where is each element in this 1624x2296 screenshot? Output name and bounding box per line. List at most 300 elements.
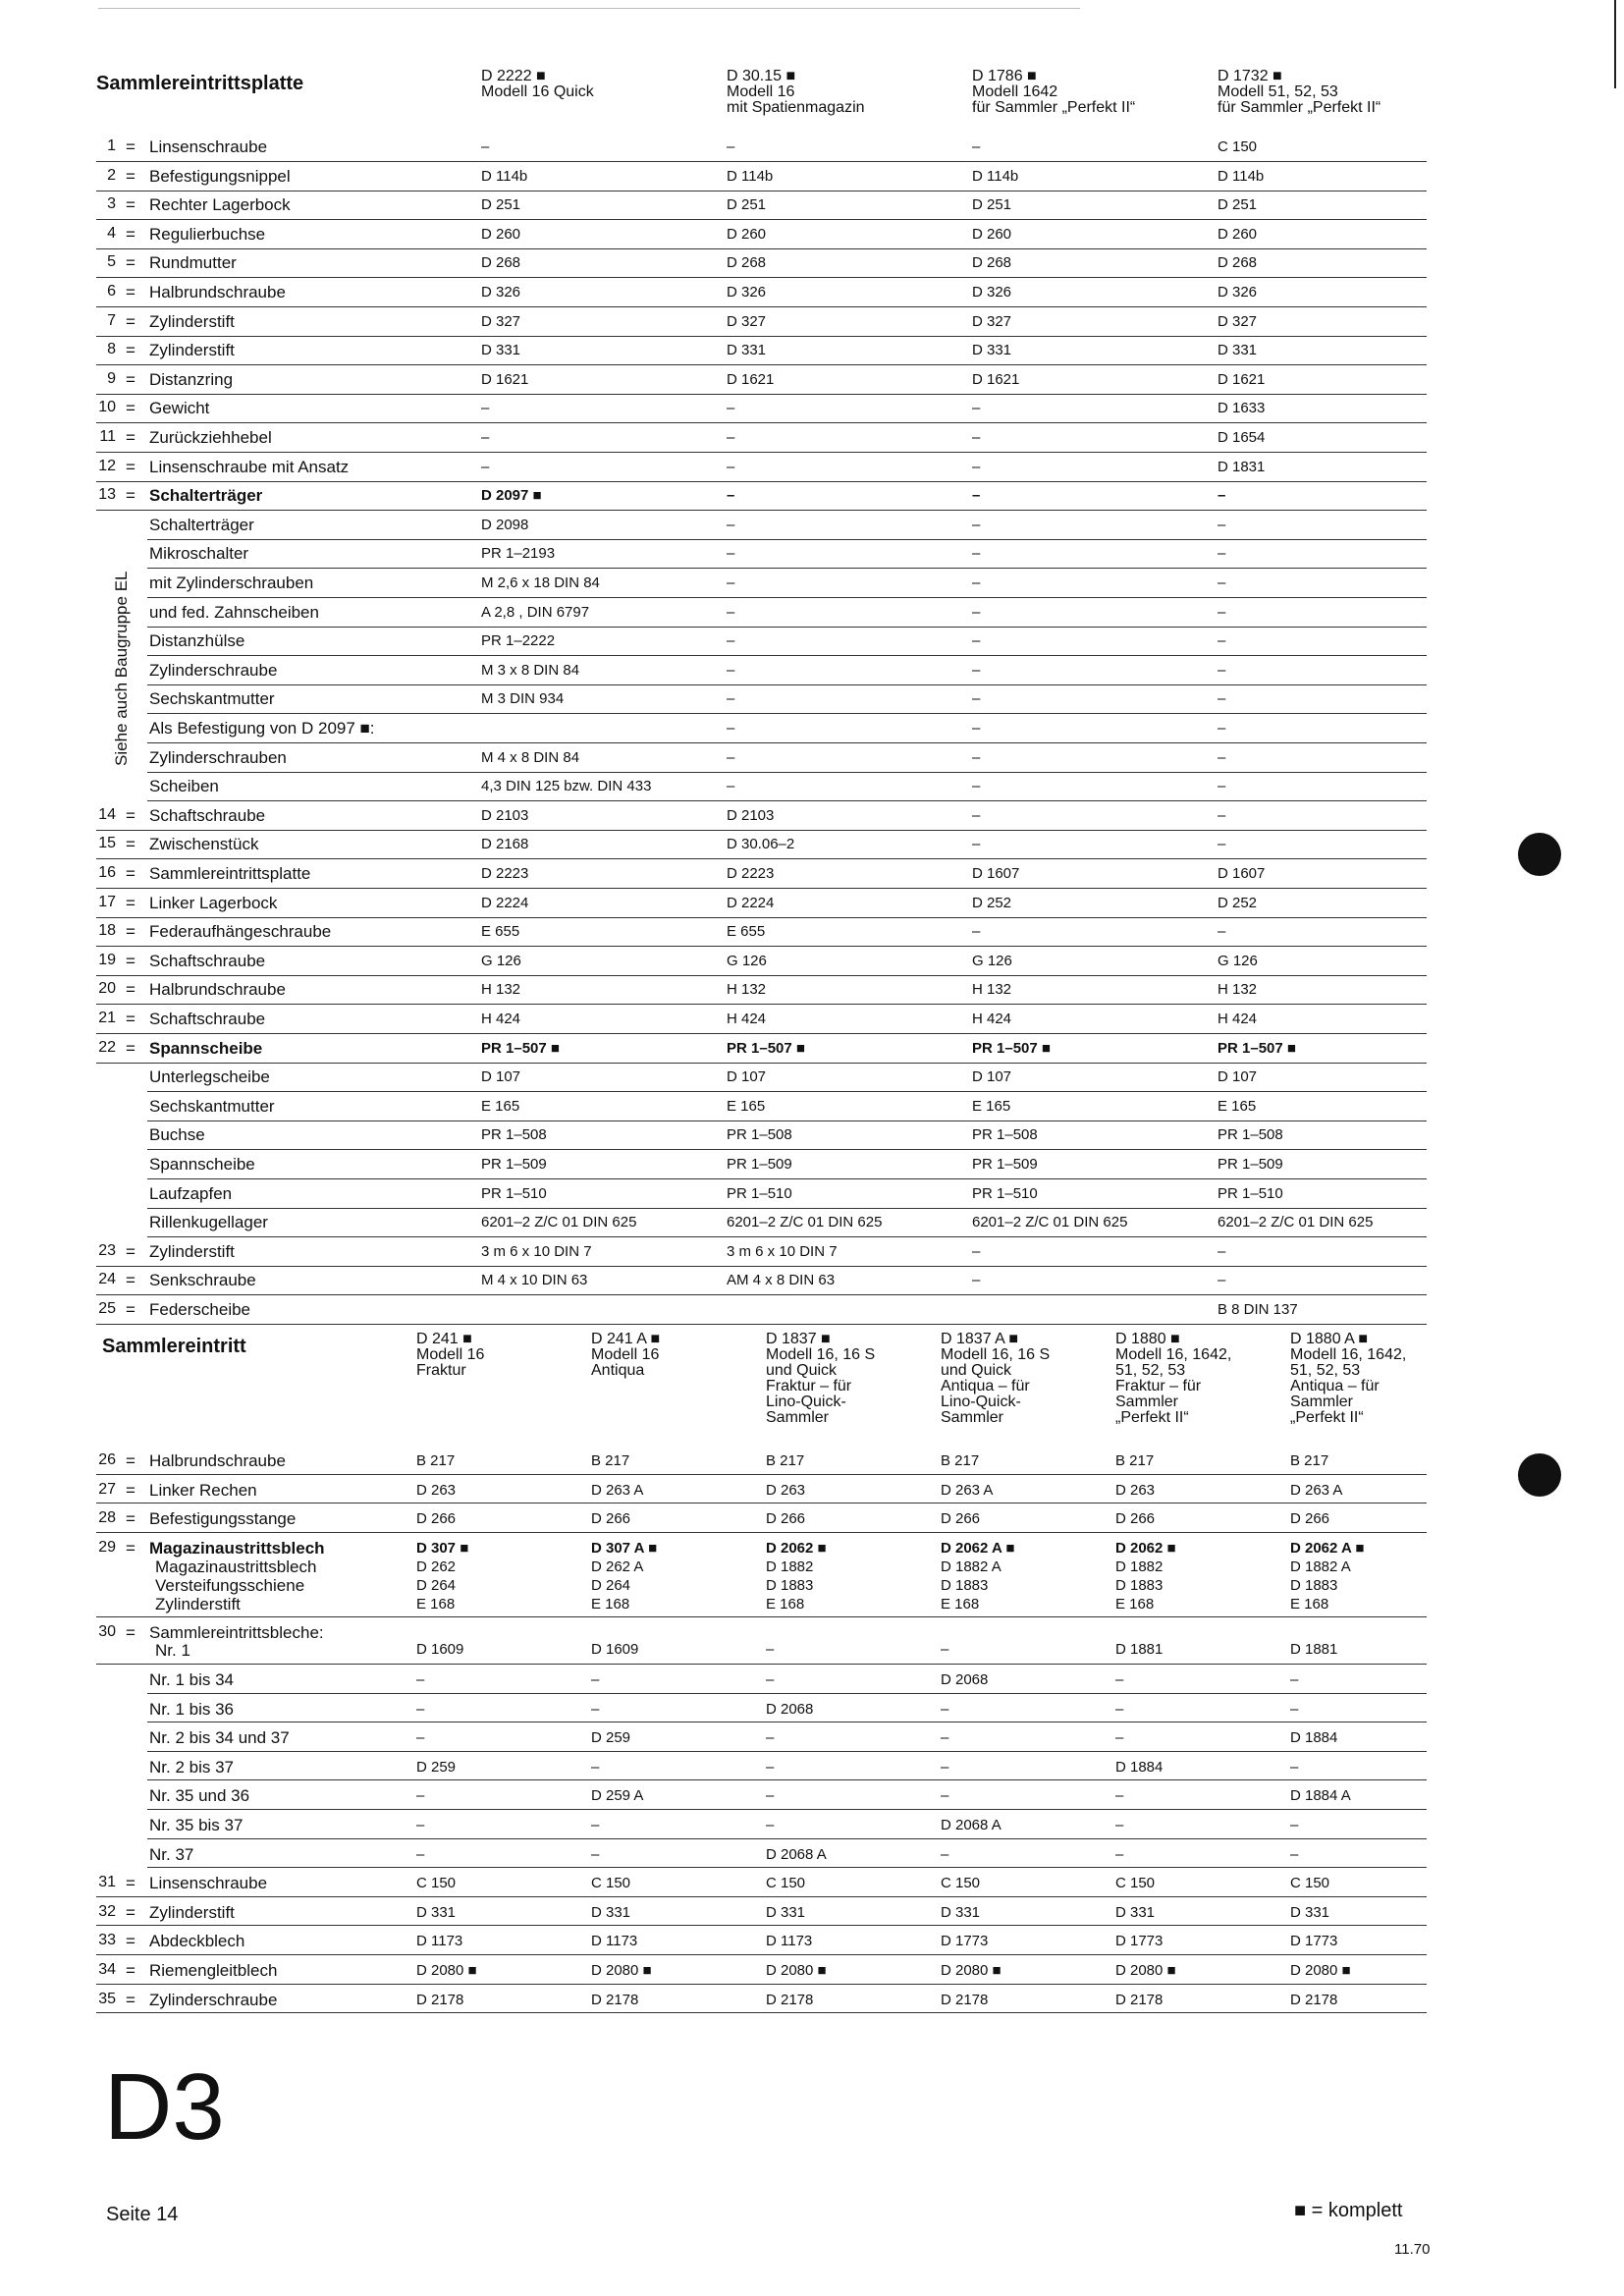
item-description: Regulierbuchse <box>149 224 266 244</box>
part-number: – <box>1218 806 1226 824</box>
item-number: 23 <box>98 1241 116 1259</box>
table-row <box>147 1722 1427 1752</box>
part-number: C 150 <box>1218 138 1258 155</box>
part-number: D 1621 <box>972 370 1020 388</box>
part-number: – <box>1218 778 1226 795</box>
item-description: Laufzapfen <box>149 1183 233 1203</box>
part-number: PR 1–510 <box>1218 1184 1283 1202</box>
part-number: – <box>1115 1671 1124 1688</box>
table-row <box>96 1446 1427 1475</box>
part-number: H 424 <box>1218 1011 1258 1027</box>
item-description: Befestigungsnippel <box>149 166 291 186</box>
item-number: 27 <box>98 1480 116 1498</box>
part-number: D 1621 <box>727 370 775 388</box>
part-number: – <box>972 487 981 505</box>
part-number: D 260 <box>972 225 1012 243</box>
item-number: 32 <box>98 1902 116 1920</box>
part-number: – <box>727 545 735 563</box>
part-number: – <box>1218 720 1226 737</box>
part-number: D 2080 ■ <box>1115 1962 1176 1979</box>
part-number: D 2223 <box>727 865 775 882</box>
part-number: D 331 <box>591 1903 631 1921</box>
part-number: – <box>972 574 981 591</box>
equals-sign: = <box>126 864 135 883</box>
part-number: – <box>727 690 735 708</box>
item-description: Nr. 35 und 36 <box>149 1786 250 1806</box>
part-number: PR 1–2222 <box>481 632 556 650</box>
part-number: – <box>481 400 490 417</box>
part-number: D 2068 A <box>941 1817 1001 1833</box>
part-number: PR 1–510 <box>972 1184 1038 1202</box>
part-number: PR 1–508 <box>972 1126 1038 1144</box>
part-number: D 326 <box>481 284 521 301</box>
part-number: – <box>941 1700 949 1718</box>
part-number: M 2,6 x 18 DIN 84 <box>481 574 600 591</box>
part-number: A 2,8 , DIN 6797 <box>481 603 590 621</box>
part-number: 6201–2 Z/C 01 DIN 625 <box>727 1214 883 1231</box>
table-row <box>147 655 1427 685</box>
part-number: – <box>1218 1242 1226 1260</box>
part-number: D 1882 <box>1115 1558 1164 1575</box>
item-description: Nr. 1 <box>155 1641 190 1661</box>
item-number: 14 <box>98 805 116 823</box>
part-number: D 263 <box>1115 1481 1156 1499</box>
part-number: D 2068 <box>766 1700 814 1718</box>
part-number: D 1607 <box>1218 865 1266 882</box>
part-number: – <box>481 429 490 446</box>
column-header: D 30.15 ■ Modell 16 mit Spatienmagazin <box>727 68 865 116</box>
column-header: D 1880 A ■ Modell 16, 1642, 51, 52, 53 Antiqua – für Sammler „Perfekt II“ <box>1290 1331 1407 1426</box>
part-number: – <box>972 400 981 417</box>
part-number: – <box>972 632 981 650</box>
item-description: Schalterträger <box>149 515 254 534</box>
item-description: Spannscheibe <box>149 1038 263 1058</box>
part-number: E 165 <box>972 1097 1011 1115</box>
part-number: D 251 <box>972 196 1012 214</box>
item-number: 12 <box>98 457 116 474</box>
equals-sign: = <box>126 1902 135 1922</box>
part-number: D 1609 <box>591 1641 639 1659</box>
part-number: D 326 <box>727 284 767 301</box>
part-number: AM 4 x 8 DIN 63 <box>727 1272 836 1289</box>
item-number: 31 <box>98 1874 116 1891</box>
part-number: D 1881 <box>1115 1641 1164 1659</box>
part-number: D 251 <box>481 196 521 214</box>
equals-sign: = <box>126 1509 135 1529</box>
part-number: E 168 <box>416 1595 456 1613</box>
column-header: D 2222 ■ Modell 16 Quick <box>481 68 594 100</box>
item-description: Zwischenstück <box>149 835 259 854</box>
item-description: mit Zylinderschrauben <box>149 574 314 592</box>
part-number: D 331 <box>727 342 767 359</box>
part-number: – <box>591 1817 600 1833</box>
item-description: Spannscheibe <box>149 1155 255 1174</box>
table-row <box>96 1955 1427 1985</box>
table-row <box>147 742 1427 773</box>
section2-title: Sammlereintritt <box>102 1336 246 1357</box>
item-description: Mikroschalter <box>149 544 249 564</box>
part-number: M 3 DIN 934 <box>481 690 565 708</box>
part-number: – <box>591 1700 600 1718</box>
equals-sign: = <box>126 341 135 360</box>
item-description: Nr. 1 bis 36 <box>149 1699 234 1719</box>
part-number: M 4 x 8 DIN 84 <box>481 748 580 766</box>
part-number: D 1882 <box>766 1558 814 1575</box>
part-number: D 2062 A ■ <box>1290 1539 1365 1557</box>
item-description: Zylinderschrauben <box>149 747 287 767</box>
part-number: D 307 A ■ <box>591 1539 658 1557</box>
part-number: D 2178 <box>1115 1991 1164 2008</box>
part-number: PR 1–509 <box>972 1156 1038 1173</box>
part-number: H 132 <box>727 981 767 999</box>
part-number: D 1884 <box>1115 1758 1164 1776</box>
part-number: D 1884 A <box>1290 1787 1351 1805</box>
part-number: – <box>727 778 735 795</box>
part-number: B 217 <box>591 1452 630 1469</box>
part-number: D 251 <box>727 196 767 214</box>
equals-sign: = <box>126 283 135 301</box>
part-number: 3 m 6 x 10 DIN 7 <box>727 1242 838 1260</box>
part-number: C 150 <box>1115 1875 1156 1892</box>
item-description: Distanzhülse <box>149 631 245 651</box>
part-number: D 326 <box>972 284 1012 301</box>
part-number: D 107 <box>1218 1068 1258 1086</box>
part-number: D 2098 <box>481 516 529 533</box>
item-description: Versteifungsschiene <box>155 1575 305 1595</box>
part-number: D 331 <box>1115 1903 1156 1921</box>
part-number: D 1881 <box>1290 1641 1338 1659</box>
part-number: – <box>972 458 981 475</box>
part-number: D 266 <box>1115 1510 1156 1528</box>
part-number: D 1621 <box>481 370 529 388</box>
part-number: E 168 <box>1290 1595 1329 1613</box>
part-number: D 268 <box>727 254 767 272</box>
part-number: D 1883 <box>1115 1576 1164 1594</box>
part-number: – <box>481 138 490 155</box>
part-number: D 114b <box>727 167 774 185</box>
part-number: D 327 <box>972 312 1012 330</box>
part-number: – <box>1218 603 1226 621</box>
part-number: D 266 <box>591 1510 631 1528</box>
part-number: – <box>727 603 735 621</box>
part-number: H 424 <box>481 1011 521 1027</box>
part-number: – <box>941 1729 949 1747</box>
item-description: Abdeckblech <box>149 1932 245 1951</box>
equals-sign: = <box>126 166 135 186</box>
footer-page-number: Seite 14 <box>106 2204 179 2225</box>
part-number: D 2178 <box>591 1991 639 2008</box>
item-description: Buchse <box>149 1125 205 1145</box>
column-header: D 241 A ■ Modell 16 Antiqua <box>591 1331 661 1379</box>
part-number: 4,3 DIN 125 bzw. DIN 433 <box>481 778 652 795</box>
table-row <box>96 1985 1427 2014</box>
part-number: – <box>1290 1845 1299 1863</box>
part-number: D 1773 <box>1115 1933 1164 1950</box>
part-number: D 2062 ■ <box>1115 1539 1176 1557</box>
part-number: D 1173 <box>766 1933 813 1950</box>
part-number: – <box>972 429 981 446</box>
part-number: D 262 <box>416 1558 457 1575</box>
part-number: G 126 <box>481 952 521 969</box>
part-number: E 168 <box>1115 1595 1155 1613</box>
part-number: D 1883 <box>1290 1576 1338 1594</box>
part-number: – <box>1218 1272 1226 1289</box>
equals-sign: = <box>126 980 135 1000</box>
part-number: G 126 <box>1218 952 1258 969</box>
item-number: 7 <box>107 311 116 329</box>
part-number: E 655 <box>481 923 520 941</box>
item-number: 11 <box>99 428 116 445</box>
part-number: PR 1–507 ■ <box>972 1039 1051 1057</box>
part-number: – <box>1290 1700 1299 1718</box>
part-number: – <box>1115 1845 1124 1863</box>
part-number: D 1621 <box>1218 370 1266 388</box>
item-description: Linsenschraube <box>149 1874 268 1893</box>
part-number: D 260 <box>727 225 767 243</box>
part-number: – <box>727 516 735 533</box>
part-number: D 2080 ■ <box>941 1962 1001 1979</box>
equals-sign: = <box>126 224 135 244</box>
part-number: D 268 <box>1218 254 1258 272</box>
part-number: – <box>591 1671 600 1688</box>
part-number: – <box>1218 748 1226 766</box>
part-number: D 2062 A ■ <box>941 1539 1015 1557</box>
part-number: D 114b <box>1218 167 1265 185</box>
part-number: – <box>416 1817 425 1833</box>
part-number: D 1884 <box>1290 1729 1338 1747</box>
item-description: Federscheibe <box>149 1300 251 1319</box>
table-row <box>147 597 1427 628</box>
part-number: M 3 x 8 DIN 84 <box>481 661 580 679</box>
part-number: – <box>727 574 735 591</box>
item-number: 28 <box>98 1509 116 1527</box>
part-number: – <box>766 1787 775 1805</box>
part-number: PR 1–510 <box>727 1184 792 1202</box>
table-row <box>96 480 1427 511</box>
item-number: 2 <box>107 166 116 184</box>
part-number: D 2224 <box>481 894 529 911</box>
equals-sign: = <box>126 1271 135 1290</box>
table-row <box>96 1926 1427 1955</box>
item-description: Nr. 1 bis 34 <box>149 1670 234 1689</box>
part-number: D 2097 ■ <box>481 487 542 505</box>
part-number: E 165 <box>727 1097 766 1115</box>
part-number: D 331 <box>416 1903 457 1921</box>
item-description: Halbrundschraube <box>149 1451 286 1470</box>
item-number: 1 <box>107 137 116 154</box>
part-number: E 168 <box>941 1595 980 1613</box>
item-description: und fed. Zahnscheiben <box>149 602 319 622</box>
footer-date: 11.70 <box>1394 2241 1431 2258</box>
part-number: – <box>1218 661 1226 679</box>
part-number: – <box>416 1671 425 1688</box>
part-number: D 2080 ■ <box>1290 1962 1351 1979</box>
part-number: D 266 <box>766 1510 806 1528</box>
item-description: Schaftschraube <box>149 1010 266 1028</box>
item-number: 19 <box>98 951 116 968</box>
part-number: – <box>727 487 735 505</box>
item-number: 22 <box>98 1038 116 1056</box>
equals-sign: = <box>126 486 135 506</box>
item-number: 15 <box>98 835 116 852</box>
part-number: H 132 <box>481 981 521 999</box>
equals-sign: = <box>126 399 135 418</box>
table-row <box>147 626 1427 656</box>
part-number: D 252 <box>972 894 1012 911</box>
part-number: – <box>1218 836 1226 853</box>
punch-hole-dot <box>1518 1453 1561 1497</box>
item-number: 18 <box>98 922 116 940</box>
item-description: Zylinderstift <box>155 1594 241 1613</box>
part-number: D 1173 <box>591 1933 638 1950</box>
part-number: D 263 A <box>591 1481 644 1499</box>
part-number: PR 1–507 ■ <box>727 1039 805 1057</box>
item-description: Nr. 35 bis 37 <box>149 1816 244 1834</box>
equals-sign: = <box>126 428 135 447</box>
part-number: – <box>972 778 981 795</box>
item-number: 16 <box>98 864 116 881</box>
part-number: – <box>1218 632 1226 650</box>
page-edge-line <box>1614 0 1616 88</box>
part-number: – <box>972 690 981 708</box>
part-number: – <box>1115 1817 1124 1833</box>
part-number: D 1773 <box>1290 1933 1338 1950</box>
part-number: D 331 <box>941 1903 981 1921</box>
part-number: – <box>1218 516 1226 533</box>
part-number: – <box>1115 1700 1124 1718</box>
part-number: – <box>1290 1758 1299 1776</box>
part-number: PR 1–507 ■ <box>1218 1039 1296 1057</box>
part-number: 6201–2 Z/C 01 DIN 625 <box>481 1214 637 1231</box>
part-number: D 263 <box>766 1481 806 1499</box>
part-number: D 266 <box>941 1510 981 1528</box>
part-number: D 266 <box>1290 1510 1330 1528</box>
part-number: PR 1–510 <box>481 1184 547 1202</box>
table-row <box>147 538 1427 569</box>
part-number: G 126 <box>972 952 1012 969</box>
item-number: 17 <box>98 893 116 910</box>
part-number: D 30.06–2 <box>727 836 795 853</box>
part-number: D 260 <box>1218 225 1258 243</box>
item-description: Sechskantmutter <box>149 1096 275 1116</box>
part-number: – <box>972 836 981 853</box>
part-number: D 2080 ■ <box>766 1962 827 1979</box>
part-number: – <box>972 720 981 737</box>
item-number: 30 <box>98 1623 116 1641</box>
item-description: Als Befestigung von D 2097 ■: <box>149 719 375 738</box>
item-description: Gewicht <box>149 399 210 418</box>
equals-sign: = <box>126 835 135 854</box>
part-number: – <box>727 748 735 766</box>
part-number: PR 1–508 <box>1218 1126 1283 1144</box>
item-description: Nr. 37 <box>149 1844 194 1864</box>
part-number: PR 1–509 <box>1218 1156 1283 1173</box>
section1-title: Sammlereintrittsplatte <box>96 73 304 94</box>
item-number: 5 <box>107 253 116 271</box>
item-description: Linker Lagerbock <box>149 893 278 912</box>
part-number: D 268 <box>481 254 521 272</box>
part-number: C 150 <box>941 1875 981 1892</box>
part-number: – <box>727 661 735 679</box>
part-number: D 252 <box>1218 894 1258 911</box>
part-number: C 150 <box>1290 1875 1330 1892</box>
part-number: D 259 A <box>591 1787 644 1805</box>
equals-sign: = <box>126 311 135 331</box>
part-number: D 327 <box>481 312 521 330</box>
item-description: Sechskantmutter <box>149 689 275 709</box>
table-row <box>147 510 1427 540</box>
part-number: – <box>972 661 981 679</box>
part-number: D 2068 A <box>766 1845 827 1863</box>
item-description: Linsenschraube mit Ansatz <box>149 457 350 476</box>
equals-sign: = <box>126 1241 135 1261</box>
item-number: 6 <box>107 283 116 300</box>
item-description: Rillenkugellager <box>149 1213 268 1232</box>
part-number: – <box>727 720 735 737</box>
item-description: Zurückziehhebel <box>149 428 272 447</box>
part-number: D 264 <box>591 1576 631 1594</box>
item-description: Nr. 2 bis 34 und 37 <box>149 1728 290 1748</box>
part-number: – <box>727 632 735 650</box>
part-number: D 2080 ■ <box>416 1962 477 1979</box>
part-number: D 1882 A <box>1290 1558 1351 1575</box>
part-number: – <box>416 1787 425 1805</box>
part-number: D 251 <box>1218 196 1258 214</box>
part-number: PR 1–2193 <box>481 545 556 563</box>
part-number: D 2178 <box>766 1991 814 2008</box>
equals-sign: = <box>126 951 135 970</box>
item-number: 25 <box>98 1300 116 1317</box>
part-number: B 217 <box>416 1452 456 1469</box>
part-number: D 331 <box>766 1903 806 1921</box>
part-number: E 168 <box>591 1595 630 1613</box>
equals-sign: = <box>126 369 135 389</box>
part-number: D 2080 ■ <box>591 1962 652 1979</box>
part-number: D 259 <box>591 1729 631 1747</box>
item-description: Zylinderstift <box>149 311 235 331</box>
part-number: D 114b <box>972 167 1019 185</box>
part-number: D 2103 <box>727 806 775 824</box>
column-header: D 241 ■ Modell 16 Fraktur <box>416 1331 485 1379</box>
table-row <box>147 568 1427 598</box>
part-number: – <box>972 923 981 941</box>
item-description: Zylinderstift <box>149 341 235 360</box>
part-number: D 107 <box>972 1068 1012 1086</box>
item-number: 26 <box>98 1451 116 1468</box>
part-number: D 2178 <box>941 1991 989 2008</box>
part-number: C 150 <box>766 1875 806 1892</box>
part-number: D 2223 <box>481 865 529 882</box>
part-number: – <box>766 1817 775 1833</box>
item-description: Scheiben <box>149 777 219 796</box>
part-number: E 655 <box>727 923 766 941</box>
item-description: Rechter Lagerbock <box>149 195 291 215</box>
part-number: PR 1–508 <box>727 1126 792 1144</box>
equals-sign: = <box>126 195 135 215</box>
part-number: – <box>972 138 981 155</box>
equals-sign: = <box>126 137 135 156</box>
part-number: – <box>972 516 981 533</box>
part-number: D 2068 <box>941 1671 989 1688</box>
part-number: – <box>1115 1729 1124 1747</box>
item-number: 24 <box>98 1271 116 1288</box>
part-number: D 331 <box>481 342 521 359</box>
item-description: Schaftschraube <box>149 951 266 970</box>
part-number: D 1883 <box>766 1576 814 1594</box>
item-number: 10 <box>98 399 116 416</box>
part-number: D 2224 <box>727 894 775 911</box>
table-row <box>96 1475 1427 1504</box>
